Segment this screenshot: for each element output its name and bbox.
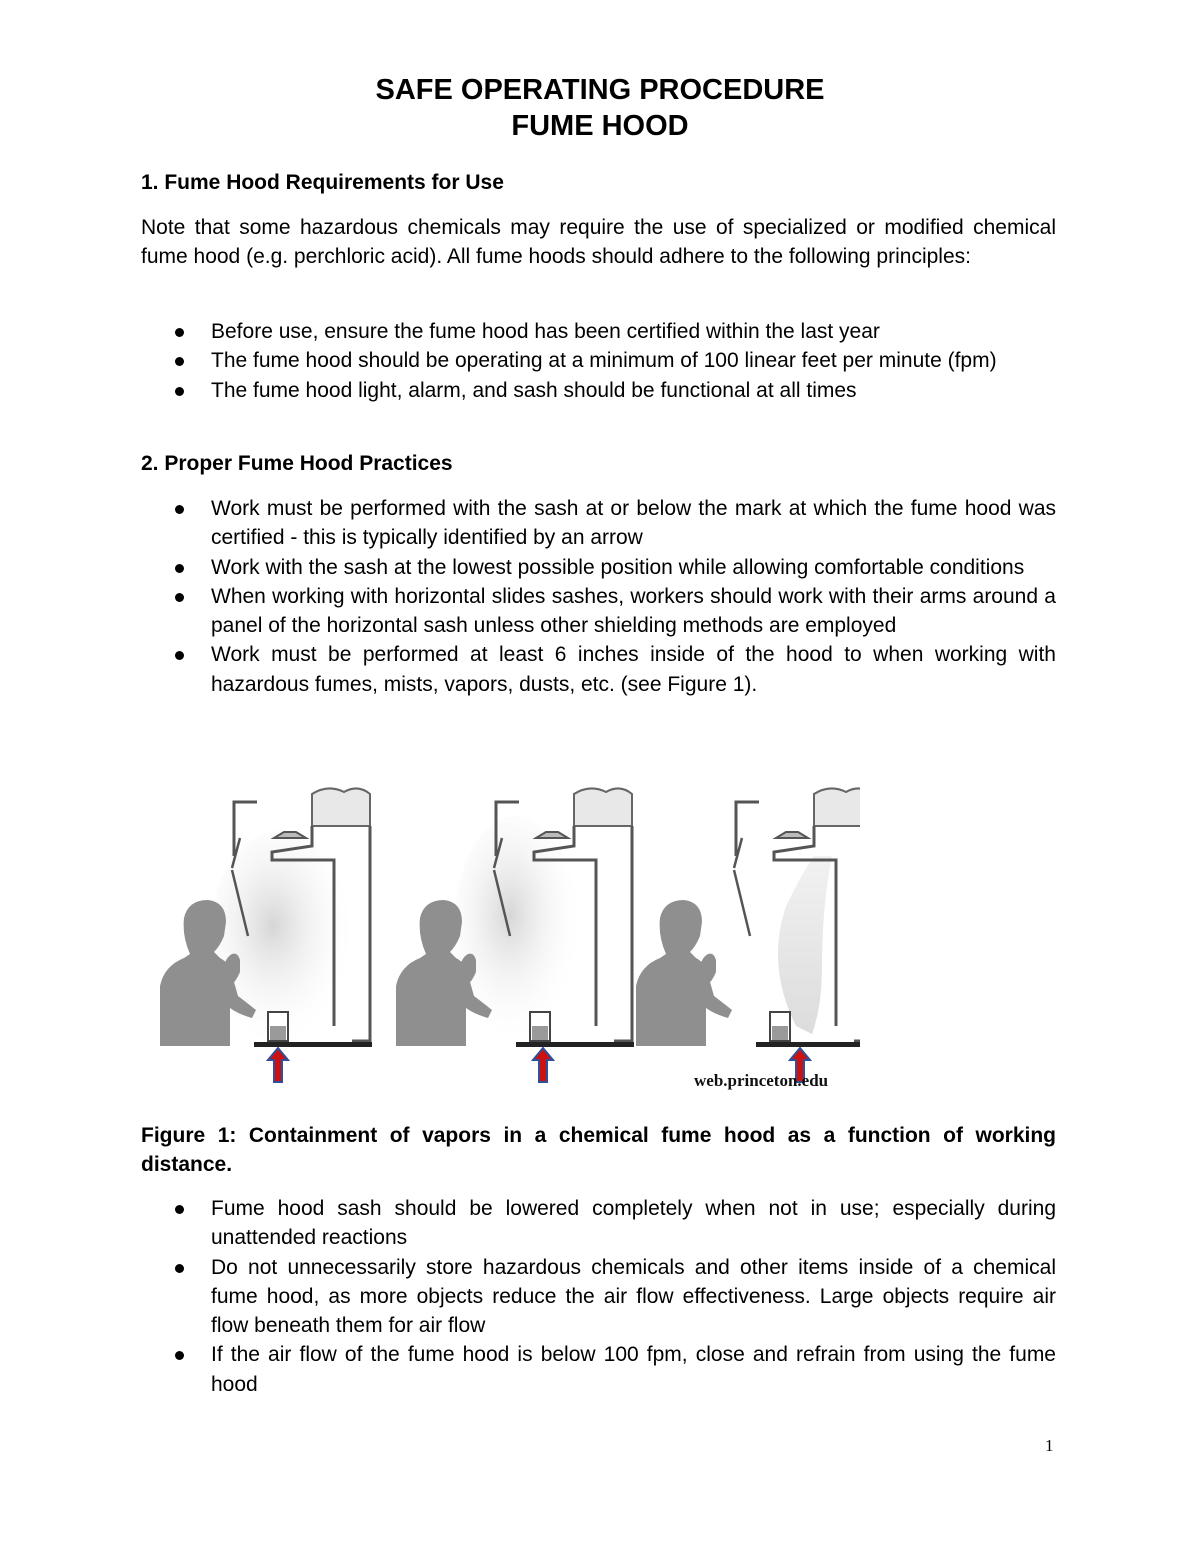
bullet-icon (175, 1264, 184, 1273)
section-1-heading: 1. Fume Hood Requirements for Use (141, 171, 504, 194)
section-2-heading: 2. Proper Fume Hood Practices (141, 452, 453, 475)
list-item (141, 317, 1056, 346)
list-item (141, 494, 1056, 553)
list-item-text: The fume hood should be operating at a minimum of 100 linear feet per minute (fpm) (211, 349, 997, 373)
list-item-text: Work must be performed at least 6 inches inside of the hood to when working with hazardous fumes, mists, vapors, dusts, etc. (see Figure 1). (211, 643, 1056, 696)
section-2-more-bullet-list (141, 1194, 1056, 1399)
bullet-icon (175, 651, 184, 660)
list-item-text: If the air flow of the fume hood is below 100 fpm, close and refrain from using the fume hood (211, 1343, 1056, 1396)
arrow-icon (533, 1048, 553, 1082)
bullet-icon (175, 1351, 184, 1360)
list-item (141, 640, 1056, 699)
bullet-icon (175, 564, 184, 573)
list-item (141, 1340, 1056, 1399)
bullet-icon (175, 328, 184, 337)
hood-panel-2 (396, 788, 634, 1047)
bullet-icon (175, 593, 184, 602)
arrow-icon (268, 1048, 288, 1082)
list-item-text: Work with the sash at the lowest possible position while allowing comfortable conditions (211, 555, 1025, 579)
hood-panel-3 (636, 788, 860, 1047)
list-item-text: The fume hood light, alarm, and sash should be functional at all times (211, 378, 857, 402)
list-item (141, 1253, 1056, 1341)
bullet-icon (175, 1205, 184, 1214)
list-item (141, 376, 1056, 405)
list-item-text: Work must be performed with the sash at or below the mark at which the fume hood was certified - this is typically identified by an arrow (211, 497, 1056, 550)
list-item-text: When working with horizontal slides sashes, workers should work with their arms around a panel of the horizontal sash unless other shielding methods are employed (211, 584, 1056, 638)
list-item (141, 346, 1056, 375)
fume-hood-figure (160, 786, 860, 1092)
list-item (141, 553, 1056, 582)
bullet-icon (175, 505, 184, 514)
document-subtitle: FUME HOOD (511, 110, 689, 142)
list-item (141, 582, 1056, 641)
page-number: 1 (1045, 1436, 1054, 1455)
document-title: SAFE OPERATING PROCEDURE (375, 74, 825, 106)
bullet-icon (175, 387, 184, 396)
figure-caption: Figure 1: Containment of vapors in a chemical fume hood as a function of working distance. (141, 1124, 1056, 1176)
bullet-icon (175, 357, 184, 366)
section-1-bullet-list (141, 317, 1056, 405)
list-item (141, 1194, 1056, 1253)
figure-credit: web.princeton.edu (694, 1071, 829, 1090)
section-2-bullet-list (141, 494, 1056, 699)
list-item-text: Before use, ensure the fume hood has been certified within the last year (211, 320, 880, 343)
section-1-intro: Note that some hazardous chemicals may require the use of specialized or modified chemical fume hood (e.g. perchloric acid). All fume hoods should adhere to the following principles: (141, 216, 1056, 268)
list-item-text: Fume hood sash should be lowered completely when not in use; especially during unattended reactions (211, 1197, 1056, 1250)
list-item-text: Do not unnecessarily store hazardous chemicals and other items inside of a chemical fume hood, as more objects reduce the air flow effectiveness. Large objects require air flow beneath them for air flow (211, 1255, 1056, 1338)
hood-panel-1 (160, 788, 372, 1047)
